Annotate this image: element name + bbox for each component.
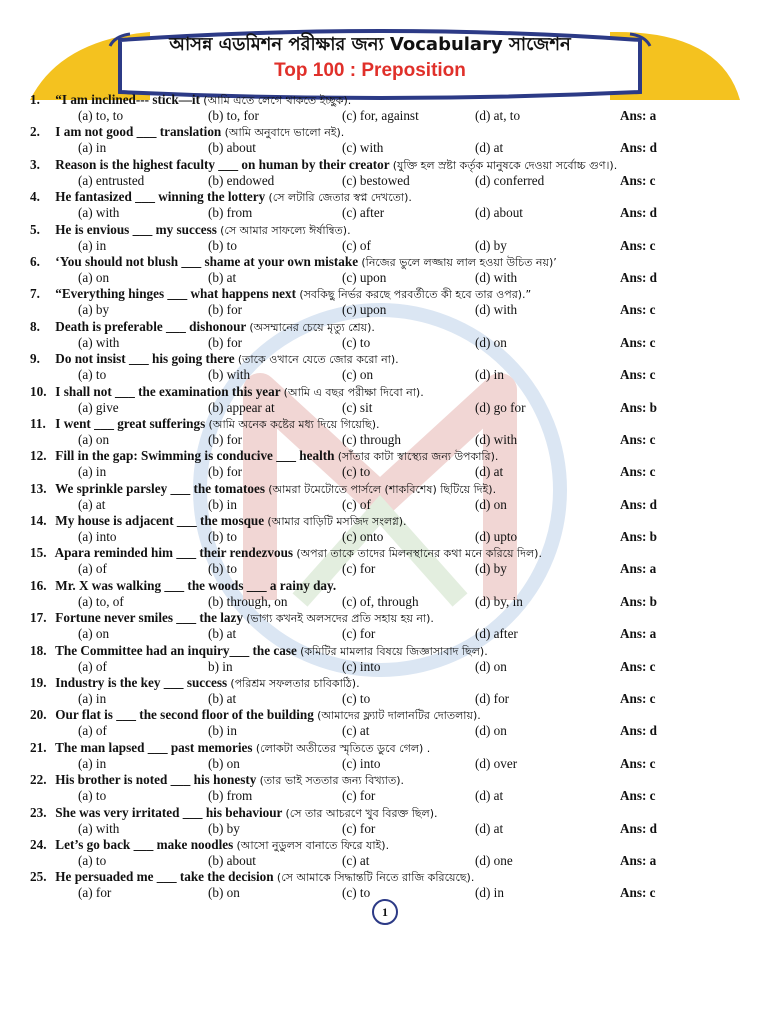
question-translation: (আমি অনুবাদে ভালো নই). [224, 126, 345, 140]
option-d: (d) on [475, 658, 507, 674]
question-translation: (পরিশ্রম সফলতার চাবিকাঠি). [230, 677, 360, 691]
question-translation: (তাকে ওখানে যেতে জোর করো না). [237, 353, 399, 367]
question-translation: (সাঁতার কাটা স্বাস্থ্যের জন্য উপকারি). [337, 450, 499, 464]
option-b: (b) at [208, 691, 237, 707]
option-b: (b) from [208, 205, 253, 221]
question-number: 13. [30, 480, 47, 496]
options-row [78, 140, 718, 156]
question-translation: (নিজের ভুলে লজ্জায় লাল হওয়া উচিত নয়)’ [361, 255, 557, 269]
question-number: 4. [30, 189, 40, 205]
question-item [30, 643, 730, 675]
question-text [30, 448, 498, 465]
option-c: (c) of, through [342, 593, 419, 609]
options-row [78, 302, 718, 318]
question-number: 7. [30, 286, 40, 302]
question-item [30, 481, 730, 513]
option-c: (c) to [342, 334, 371, 350]
answer-key: Ans: c [620, 334, 656, 350]
question-text [30, 837, 389, 854]
page-title-bangla: আসন্ন এডমিশন পরীক্ষার জন্য Vocabulary সাজেশন [169, 34, 571, 55]
option-d: (d) by [475, 237, 507, 253]
option-c: (c) through [342, 431, 401, 447]
question-translation: (আসো নুডুলস বানাতে ফিরে যাই). [236, 838, 390, 852]
question-number: 19. [30, 675, 47, 691]
option-b: (b) by [208, 820, 240, 836]
question-text [30, 578, 336, 595]
option-c: (c) for [342, 788, 376, 804]
answer-key: Ans: c [620, 691, 656, 707]
options-row [78, 659, 718, 675]
question-item [30, 351, 730, 383]
question-number: 24. [30, 836, 47, 852]
question-stem: He fantasized ___ winning the lottery [55, 189, 266, 205]
option-b: (b) at [208, 269, 237, 285]
options-row [78, 367, 718, 383]
option-a: (a) for [78, 885, 112, 901]
option-b: b) in [208, 658, 233, 674]
options-row [78, 464, 718, 480]
answer-key: Ans: d [620, 820, 658, 836]
question-translation: (সে আমার সাফল্যে ঈর্ষান্বিত). [220, 223, 351, 237]
option-d: (d) one [475, 852, 513, 868]
question-item [30, 610, 730, 642]
question-stem: He is envious ___ my success [55, 221, 217, 237]
option-c: (c) for, against [342, 108, 419, 123]
option-d: (d) at [475, 140, 504, 156]
answer-key: Ans: a [620, 108, 657, 123]
page-number: 1 [372, 899, 398, 925]
option-b: (b) on [208, 755, 240, 771]
question-item [30, 319, 730, 351]
option-a: (a) give [78, 399, 119, 415]
question-item [30, 384, 730, 416]
question-item [30, 157, 730, 189]
question-item [30, 286, 730, 318]
option-d: (d) on [475, 496, 507, 512]
question-item [30, 124, 730, 156]
option-a: (a) on [78, 269, 110, 285]
option-d: (d) in [475, 885, 504, 901]
option-b: (b) through, on [208, 593, 288, 609]
question-number: 22. [30, 772, 47, 788]
question-list [30, 92, 730, 902]
option-a: (a) into [78, 529, 117, 545]
option-b: (b) on [208, 885, 240, 901]
option-a: (a) in [78, 691, 107, 707]
question-number: 14. [30, 513, 47, 529]
question-item [30, 448, 730, 480]
question-stem: ‘You should not blush ___ shame at your own mistake [55, 253, 359, 269]
question-stem: I am not good ___ translation [55, 124, 222, 140]
question-stem: Do not insist ___ his going there [55, 351, 235, 367]
options-row [78, 561, 718, 577]
question-number: 3. [30, 156, 40, 172]
option-d: (d) after [475, 626, 518, 642]
question-translation: (আমরা টমেটোতে পার্সলে (শাকবিশেষ) ছিটিয়ে দিই). [268, 482, 497, 496]
question-number: 23. [30, 804, 47, 820]
option-c: (c) onto [342, 529, 384, 545]
question-translation: (আমি অনেক কষ্টের মধ্য দিয়ে গিয়েছি). [208, 417, 380, 431]
option-d: (d) about [475, 205, 523, 221]
option-b: (b) about [208, 852, 256, 868]
option-c: (c) after [342, 205, 385, 221]
question-stem: Our flat is ___ the second floor of the building [55, 707, 314, 723]
option-c: (c) into [342, 755, 381, 771]
question-text [30, 351, 399, 368]
question-text [30, 772, 404, 789]
option-a: (a) to, of [78, 593, 124, 609]
option-a: (a) in [78, 237, 107, 253]
question-translation: (কমিটির মামলার বিষয়ে জিজ্ঞাসাবাদ ছিল). [300, 644, 488, 658]
options-row [78, 205, 718, 221]
option-c: (c) bestowed [342, 172, 410, 188]
option-b: (b) for [208, 334, 243, 350]
question-text [30, 481, 496, 498]
option-c: (c) upon [342, 269, 387, 285]
question-number: 21. [30, 739, 47, 755]
question-number: 11. [30, 415, 46, 431]
answer-key: Ans: c [620, 367, 656, 383]
option-b: (b) for [208, 302, 243, 318]
question-stem: The man lapsed ___ past memories [55, 739, 253, 755]
option-c: (c) to [342, 691, 371, 707]
option-d: (d) in [475, 367, 504, 383]
question-number: 12. [30, 448, 47, 464]
option-b: (b) for [208, 464, 243, 480]
options-row [78, 853, 718, 869]
option-a: (a) to [78, 788, 107, 804]
question-text [30, 286, 531, 303]
options-row [78, 723, 718, 739]
question-text [30, 610, 434, 627]
question-number: 2. [30, 124, 40, 140]
answer-key: Ans: b [620, 399, 658, 415]
option-d: (d) with [475, 302, 518, 318]
question-text [30, 707, 481, 724]
question-item [30, 740, 730, 772]
option-a: (a) in [78, 755, 107, 771]
option-c: (c) on [342, 367, 374, 383]
question-item [30, 837, 730, 869]
option-a: (a) with [78, 820, 120, 836]
option-d: (d) at [475, 788, 504, 804]
options-row [78, 788, 718, 804]
option-b: (b) from [208, 788, 253, 804]
question-stem: “Everything hinges ___ what happens next [55, 286, 297, 302]
question-item [30, 513, 730, 545]
question-item [30, 578, 730, 610]
options-row [78, 335, 718, 351]
question-text [30, 545, 542, 562]
options-row [78, 594, 718, 610]
option-c: (c) at [342, 723, 370, 739]
option-d: (d) by, in [475, 593, 523, 609]
answer-key: Ans: c [620, 788, 656, 804]
question-number: 18. [30, 642, 47, 658]
question-item [30, 772, 730, 804]
answer-key: Ans: c [620, 237, 656, 253]
question-stem: Reason is the highest faculty ___ on human by their creator [55, 156, 390, 172]
question-text [30, 92, 351, 109]
page-title: Top 100 : Preposition [274, 60, 466, 81]
option-d: (d) conferred [475, 172, 545, 188]
option-a: (a) of [78, 658, 107, 674]
question-text [30, 254, 557, 271]
question-text [30, 740, 430, 757]
option-c: (c) to [342, 885, 371, 901]
question-translation: (অপরা তাকে তাদের মিলনস্থানের কথা মনে করিয়ে দিল). [296, 547, 542, 561]
option-c: (c) of [342, 237, 371, 253]
option-d: (d) with [475, 269, 518, 285]
option-a: (a) in [78, 464, 107, 480]
question-translation: (সে তার আচরণে খুব বিরক্ত ছিল). [285, 806, 438, 820]
question-stem: Industry is the key ___ success [55, 675, 228, 691]
option-c: (c) of [342, 496, 371, 512]
options-row [78, 821, 718, 837]
question-item [30, 92, 730, 124]
question-translation: (তার ভাই সততার জন্য বিখ্যাত). [259, 774, 405, 788]
answer-key: Ans: a [620, 852, 657, 868]
question-translation: (সবকিছু নির্ভর করছে পরবর্তীতে কী হবে তার ওপর).” [299, 288, 532, 302]
option-a: (a) entrusted [78, 172, 145, 188]
question-item [30, 545, 730, 577]
option-d: (d) over [475, 755, 518, 771]
question-stem: My house is adjacent ___ the mosque [55, 513, 265, 529]
question-text [30, 643, 488, 660]
option-a: (a) with [78, 205, 120, 221]
option-c: (c) for [342, 626, 376, 642]
answer-key: Ans: d [620, 496, 658, 512]
option-d: (d) with [475, 431, 518, 447]
option-c: (c) into [342, 658, 381, 674]
answer-key: Ans: c [620, 885, 656, 901]
option-a: (a) with [78, 334, 120, 350]
option-a: (a) to, to [78, 108, 124, 123]
answer-key: Ans: d [620, 723, 658, 739]
answer-key: Ans: b [620, 593, 658, 609]
question-stem: He persuaded me ___ take the decision [55, 869, 274, 885]
question-stem: His brother is noted ___ his honesty [55, 772, 257, 788]
option-a: (a) on [78, 626, 110, 642]
answer-key: Ans: c [620, 755, 656, 771]
option-d: (d) go for [475, 399, 526, 415]
question-translation: (আমাদের ফ্ল্যাট দালানটির দোতলায়). [317, 709, 481, 723]
options-row [78, 270, 718, 286]
option-d: (d) upto [475, 529, 518, 545]
question-translation: (ভাগ্য কখনই অলসদের প্রতি সহায় হয় না). [246, 612, 434, 626]
question-translation: (যুক্তি হল স্রষ্টা কর্তৃক মানুষকে দেওয়া সর্বোচ্চ গুণ।). [392, 158, 618, 172]
header-title-box [130, 32, 610, 92]
option-a: (a) by [78, 302, 110, 318]
option-b: (b) to [208, 561, 237, 577]
question-translation: (সে লটারি জেতার স্বপ্ন দেখতো). [268, 191, 412, 205]
answer-key: Ans: b [620, 529, 658, 545]
options-row [78, 432, 718, 448]
answer-key: Ans: c [620, 302, 656, 318]
options-row [78, 529, 718, 545]
question-number: 6. [30, 253, 40, 269]
options-row [78, 400, 718, 416]
option-b: (b) to, for [208, 108, 259, 123]
question-stem: Death is preferable ___ dishonour [55, 318, 247, 334]
option-b: (b) in [208, 723, 237, 739]
question-text [30, 384, 424, 401]
question-stem: “I am inclined--- stick—it [55, 92, 200, 107]
option-b: (b) endowed [208, 172, 275, 188]
option-c: (c) for [342, 561, 376, 577]
answer-key: Ans: c [620, 464, 656, 480]
option-b: (b) in [208, 496, 237, 512]
option-c: (c) with [342, 140, 384, 156]
question-text [30, 869, 474, 886]
option-a: (a) on [78, 431, 110, 447]
question-stem: We sprinkle parsley ___ the tomatoes [55, 480, 265, 496]
answer-key: Ans: d [620, 140, 658, 156]
option-a: (a) in [78, 140, 107, 156]
answer-key: Ans: c [620, 431, 656, 447]
question-stem: Apara reminded him ___ their rendezvous [54, 545, 294, 561]
question-item [30, 254, 730, 286]
question-number: 10. [30, 383, 47, 399]
option-b: (b) with [208, 367, 251, 383]
option-b: (b) at [208, 626, 237, 642]
option-a: (a) to [78, 852, 107, 868]
option-c: (c) sit [342, 399, 373, 415]
question-item [30, 222, 730, 254]
option-a: (a) of [78, 723, 107, 739]
question-text [30, 416, 380, 433]
option-d: (d) by [475, 561, 507, 577]
option-a: (a) to [78, 367, 107, 383]
question-translation: (আমি এ বছর পরীক্ষা দিবো না). [283, 385, 424, 399]
option-c: (c) upon [342, 302, 387, 318]
option-b: (b) to [208, 237, 237, 253]
question-number: 8. [30, 318, 40, 334]
question-stem: Fortune never smiles ___ the lazy [55, 610, 243, 626]
options-row [78, 691, 718, 707]
question-number: 9. [30, 351, 40, 367]
question-translation: (আমি এতে লেগে থাকতে ইচ্ছুক). [203, 94, 352, 107]
question-translation: (অসম্মানের চেয়ে মৃত্যু শ্রেয়). [249, 320, 375, 334]
question-stem: Fill in the gap: Swimming is conducive ___ health [55, 448, 335, 464]
question-stem: Mr. X was walking ___ the woods ___ a rainy day. [55, 577, 337, 593]
option-b: (b) for [208, 431, 243, 447]
option-d: (d) at [475, 820, 504, 836]
answer-key: Ans: c [620, 658, 656, 674]
option-d: (d) at, to [475, 108, 521, 123]
question-text [30, 124, 344, 141]
option-b: (b) about [208, 140, 256, 156]
question-translation: (আমার বাড়িটি মসজিদ সংলগ্ন). [267, 515, 407, 529]
question-stem: She was very irritated ___ his behaviour [55, 804, 283, 820]
option-d: (d) for [475, 691, 510, 707]
question-number: 20. [30, 707, 47, 723]
answer-key: Ans: d [620, 269, 658, 285]
question-translation: (সে আমাকে সিদ্ধান্তটি নিতে রাজি করিয়েছে). [276, 871, 475, 885]
options-row [78, 885, 718, 901]
question-item [30, 675, 730, 707]
answer-key: Ans: d [620, 205, 658, 221]
question-stem: I shall not ___ the examination this year [55, 383, 281, 399]
question-item [30, 416, 730, 448]
question-text [30, 157, 617, 174]
answer-key: Ans: c [620, 172, 656, 188]
options-row [78, 756, 718, 772]
question-stem: Let’s go back ___ make noodles [55, 836, 234, 852]
question-text [30, 222, 351, 239]
answer-key: Ans: a [620, 626, 657, 642]
question-text [30, 675, 360, 692]
question-stem: I went ___ great sufferings [55, 415, 206, 431]
question-text [30, 805, 438, 822]
question-item [30, 707, 730, 739]
option-c: (c) at [342, 852, 370, 868]
option-d: (d) on [475, 723, 507, 739]
option-d: (d) on [475, 334, 507, 350]
question-number: 5. [30, 221, 40, 237]
question-number: 25. [30, 869, 47, 885]
question-item [30, 869, 730, 901]
answer-key: Ans: a [620, 561, 657, 577]
options-row [78, 173, 718, 189]
header-banner [0, 0, 768, 100]
question-number: 16. [30, 577, 47, 593]
options-row [78, 497, 718, 513]
option-a: (a) of [78, 561, 107, 577]
option-b: (b) appear at [208, 399, 275, 415]
option-c: (c) for [342, 820, 376, 836]
options-row [78, 238, 718, 254]
option-d: (d) at [475, 464, 504, 480]
question-stem: The Committee had an inquiry___ the case [55, 642, 297, 658]
question-text [30, 513, 407, 530]
question-number: 1. [30, 92, 40, 107]
option-c: (c) to [342, 464, 371, 480]
question-number: 17. [30, 610, 47, 626]
question-number: 15. [30, 545, 47, 561]
question-item [30, 805, 730, 837]
option-b: (b) to [208, 529, 237, 545]
question-item [30, 189, 730, 221]
question-text [30, 189, 412, 206]
question-translation: (লোকটা অতীতের স্মৃতিতে ডুবে গেল) . [255, 741, 431, 755]
options-row [78, 626, 718, 642]
options-row [78, 108, 718, 124]
option-a: (a) at [78, 496, 106, 512]
question-text [30, 319, 375, 336]
